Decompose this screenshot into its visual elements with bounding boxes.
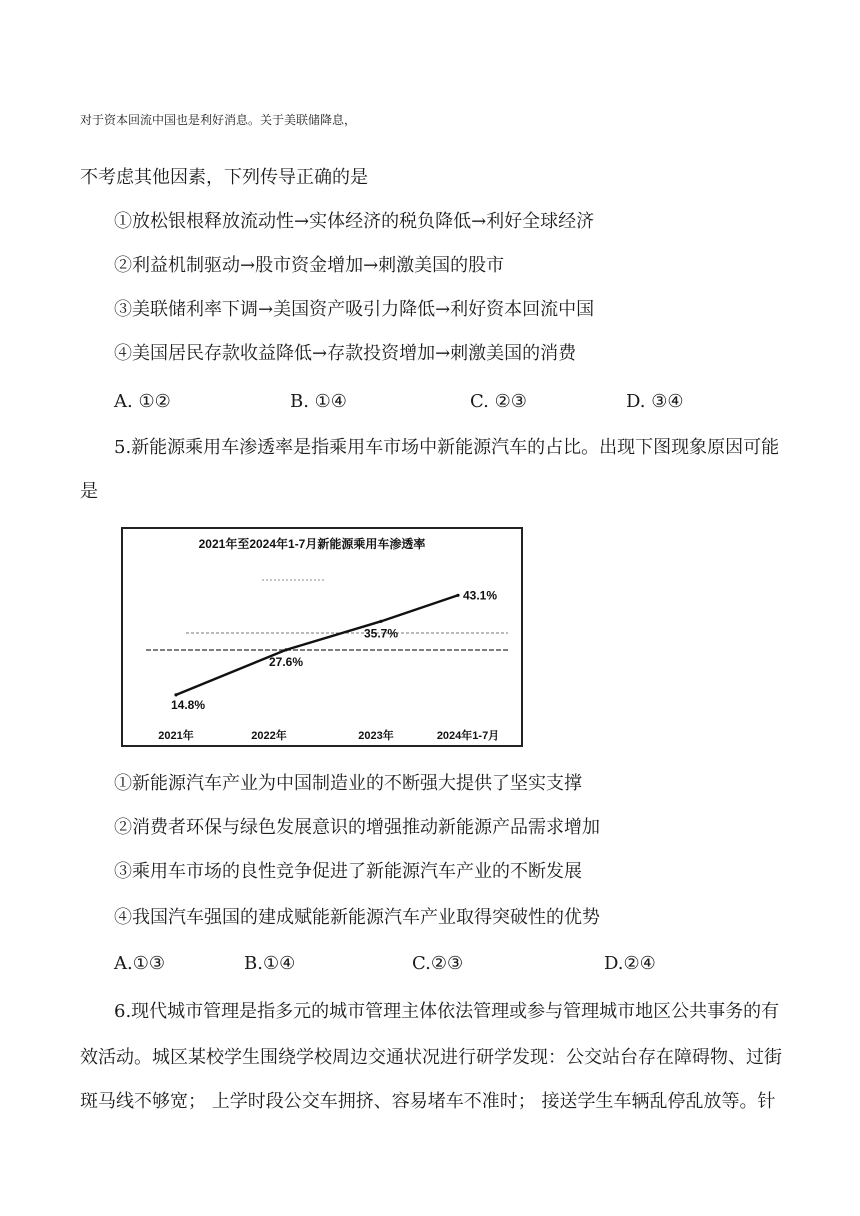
x-tick-label: 2022年	[251, 730, 287, 742]
q4-option-a: A. ①②	[114, 391, 171, 412]
data-label: 27.6%	[268, 654, 304, 669]
data-point	[456, 594, 459, 597]
q5-item-1: ①新能源汽车产业为中国制造业的不断强大提供了坚实支撑	[114, 773, 582, 794]
q4-option-b: B. ①④	[290, 391, 347, 412]
data-point	[174, 693, 177, 696]
q5-item-2: ②消费者环保与绿色发展意识的增强推动新能源产品需求增加	[114, 817, 600, 838]
chart-svg	[116, 522, 528, 750]
penetration-chart	[116, 522, 528, 750]
q4-item-3: ③美联储利率下调→美国资产吸引力降低→利好资本回流中国	[114, 299, 595, 320]
q5-option-a: A.①③	[114, 953, 165, 974]
q5-stem-line2: 是	[80, 481, 98, 502]
q4-item-4: ④美国居民存款收益降低→存款投资增加→刺激美国的消费	[114, 343, 577, 364]
q5-item-4: ④我国汽车强国的建成赋能新能源汽车产业取得突破性的优势	[114, 907, 600, 928]
x-tick-label: 2023年	[358, 730, 394, 742]
data-label: 35.7%	[363, 626, 399, 641]
data-point	[379, 620, 382, 623]
q5-option-c: C.②③	[412, 953, 464, 974]
x-tick-label: 2024年1-7月	[436, 730, 500, 742]
q5-item-3: ③乘用车市场的良性竞争促进了新能源汽车产业的不断发展	[114, 861, 582, 882]
q4-option-d: D. ③④	[626, 391, 684, 412]
q6-line-2: 效活动。城区某校学生围绕学校周边交通状况进行研学发现：公交站台存在障碍物、过街	[80, 1047, 782, 1068]
data-point	[284, 648, 287, 651]
q6-line-1: 6.现代城市管理是指多元的城市管理主体依法管理或参与管理城市地区公共事务的有	[114, 1001, 780, 1022]
data-label: 43.1%	[462, 588, 498, 603]
q5-option-b: B.①④	[244, 953, 296, 974]
q4-item-1: ①放松银根释放流动性→实体经济的税负降低→利好全球经济	[114, 211, 595, 232]
q6-line-3: 斑马线不够宽； 上学时段公交车拥挤、容易堵车不准时； 接送学生车辆乱停乱放等。针	[80, 1091, 776, 1112]
top-note: 对于资本回流中国也是利好消息。关于美联储降息，	[80, 113, 357, 127]
q5-stem-line1: 5.新能源乘用车渗透率是指乘用车市场中新能源汽车的占比。出现下图现象原因可能	[114, 437, 780, 458]
chart-title: 2021年至2024年1-7月新能源乘用车渗透率	[198, 537, 426, 551]
x-tick-label: 2021年	[158, 730, 194, 742]
q4-item-2: ②利益机制驱动→股市资金增加→刺激美国的股市	[114, 255, 505, 276]
q4-option-c: C. ②③	[470, 391, 527, 412]
data-label: 14.8%	[170, 697, 206, 712]
chart-frame	[122, 528, 522, 746]
q4-stem: 不考虑其他因素，下列传导正确的是	[80, 167, 368, 188]
q5-option-d: D.②④	[604, 953, 656, 974]
